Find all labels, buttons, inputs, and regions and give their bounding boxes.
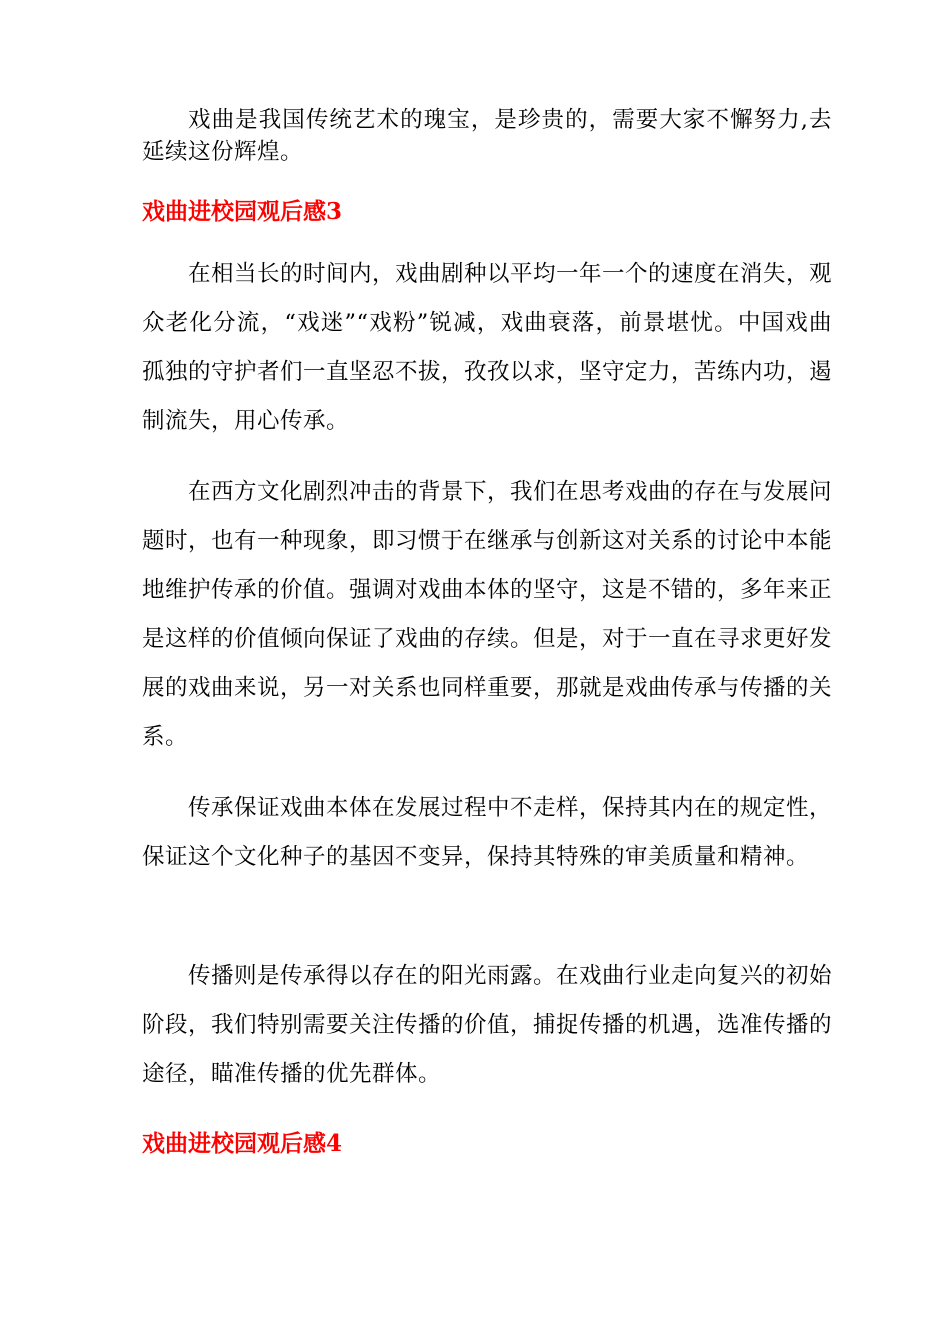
paragraph-inheritance: 传承保证戏曲本体在发展过程中不走样，保持其内在的规定性，保证这个文化种子的基因不变异，保持其特殊的审美质量和精神。 (142, 795, 833, 870)
paragraph-decline: 在相当长的时间内，戏曲剧种以平均一年一个的速度在消失，观众老化分流，“戏迷”“戏粉”锐减，戏曲衰落，前景堪忧。中国戏曲孤独的守护者们一直坚忍不拔，孜孜以求，坚守定力，苦练内功，遏制流失，用心传承。 (142, 261, 833, 434)
section-heading-3: 戏曲进校园观后感3 (142, 198, 343, 225)
paragraph-inheritance-vs-spread: 在西方文化剧烈冲击的背景下，我们在思考戏曲的存在与发展问题时，也有一种现象，即习惯于在继承与创新这对关系的讨论中本能地维护传承的价值。强调对戏曲本体的坚守，这是不错的，多年来正是这样的价值倾向保证了戏曲的存续。但是，对于一直在寻求更好发展的戏曲来说，另一对关系也同样重要，那就是戏曲传承与传播的关系。 (142, 479, 833, 750)
paragraph-spread: 传播则是传承得以存在的阳光雨露。在戏曲行业走向复兴的初始阶段，我们特别需要关注传播的价值，捕捉传播的机遇，选准传播的途径，瞄准传播的优先群体。 (142, 963, 833, 1087)
section-heading-4: 戏曲进校园观后感4 (142, 1130, 343, 1157)
paragraph-intro: 戏曲是我国传统艺术的瑰宝，是珍贵的，需要大家不懈努力,去延续这份辉煌。 (142, 107, 832, 165)
